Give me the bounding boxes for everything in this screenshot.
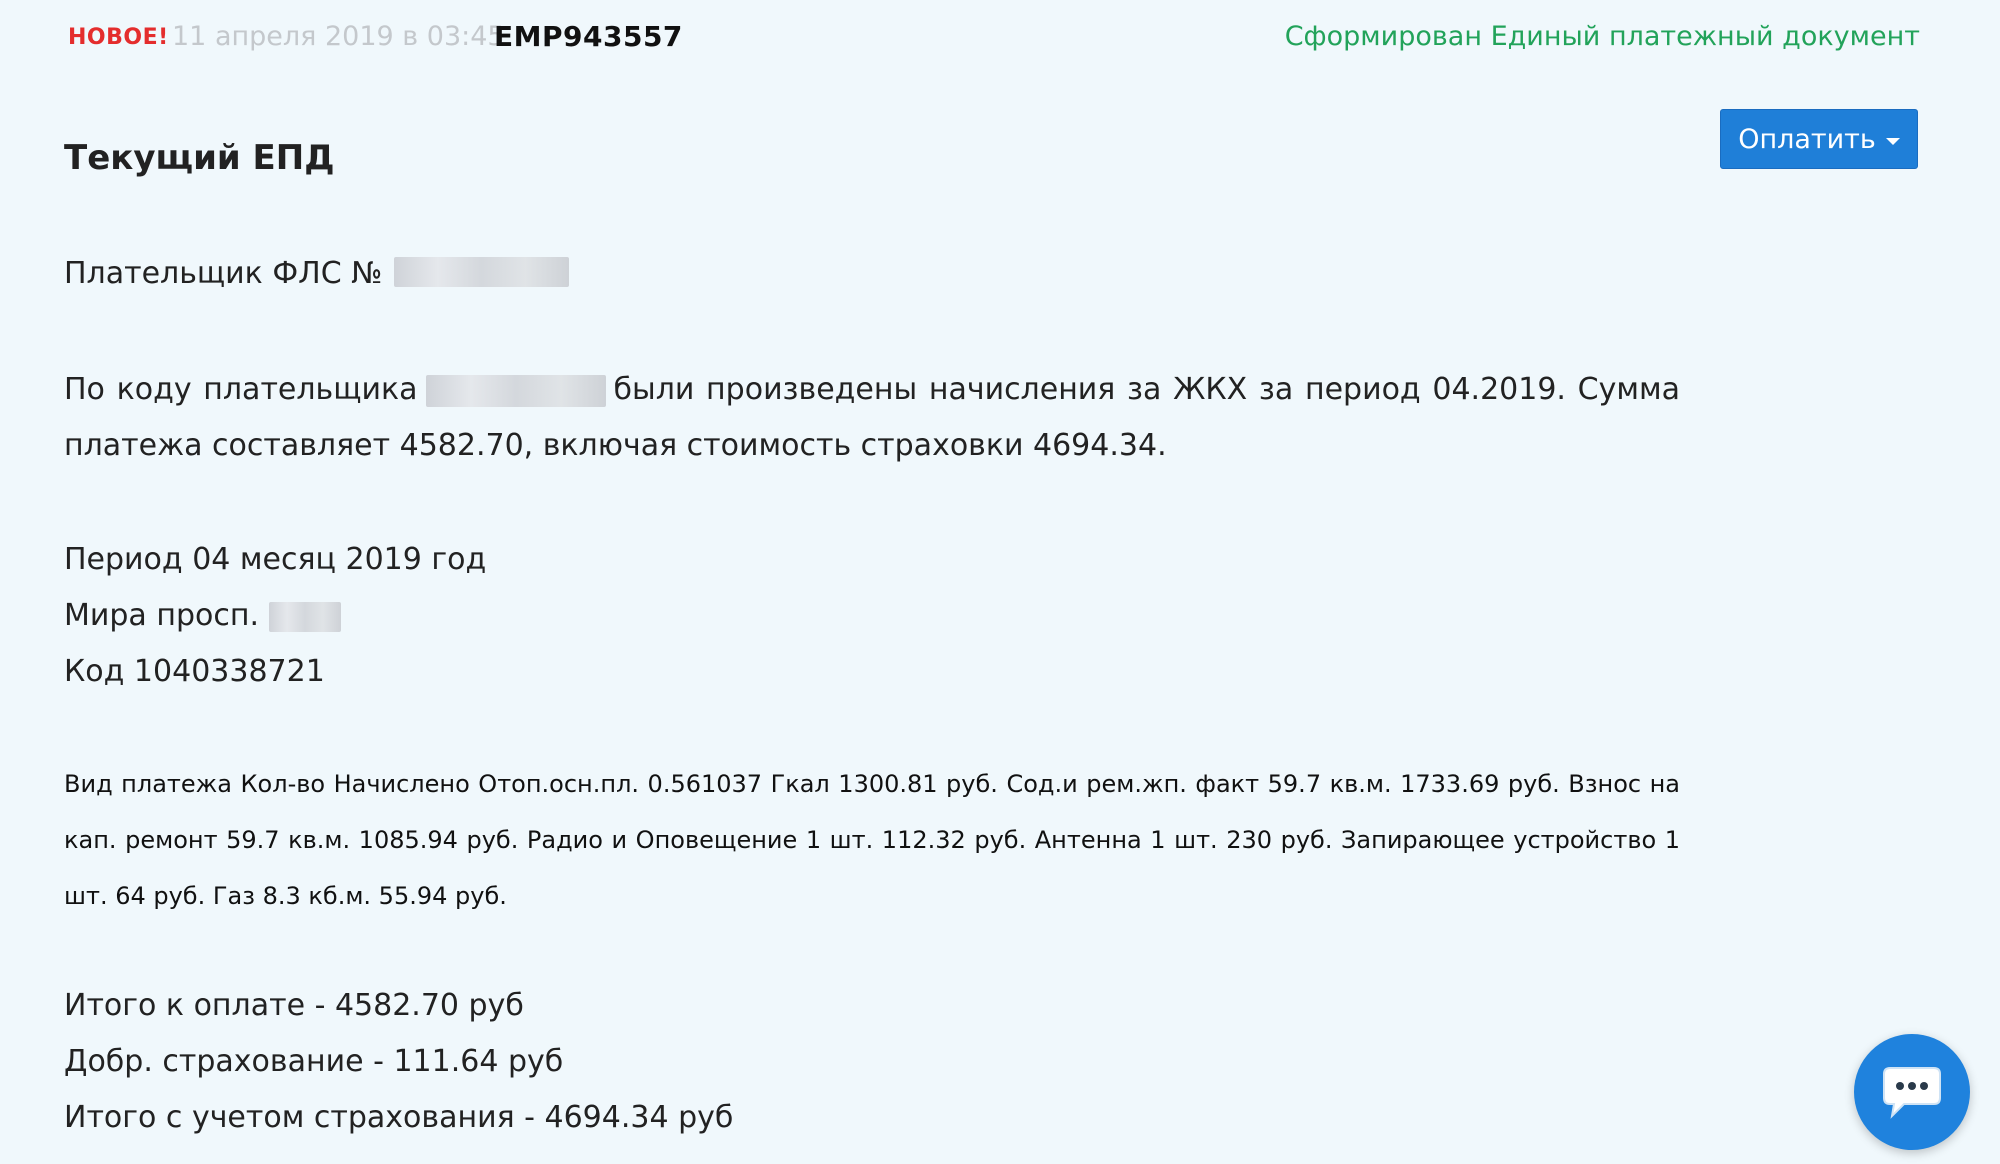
page-title: Текущий ЕПД [64,138,335,178]
pay-button-label: Оплатить [1738,123,1876,155]
period-block [64,532,486,700]
caret-down-icon [1886,138,1900,145]
address-line [64,588,486,644]
document-date: 11 апреля 2019 в 03:45 [172,21,505,52]
redacted-payer-code [426,375,606,407]
total-with-insurance-line: Итого с учетом страхования - 4694.34 руб [64,1100,734,1135]
document-id: EMP943557 [494,20,683,53]
payer-line [64,256,569,291]
totals-block [64,978,733,1146]
redacted-address [269,602,341,632]
address-text: Мира просп. [64,598,259,633]
chat-button[interactable] [1854,1034,1970,1150]
document-header [68,18,1920,58]
total-line: Итого к оплате - 4582.70 руб [64,988,524,1023]
charges-suffix: были произведены начисления за ЖКХ за период 04.2019. Сумма платежа составляет 4582.70, включая стоимость страховки 4694.34. [64,372,1680,463]
redacted-account-number [394,257,569,287]
document-status: Сформирован Единый платежный документ [1284,21,1920,52]
chat-bubble-icon [1880,1064,1944,1120]
insurance-line: Добр. страхование - 111.64 руб [64,1044,564,1079]
charges-prefix: По коду плательщика [64,372,418,407]
payment-details: Вид платежа Кол-во Начислено Отоп.осн.пл. 0.561037 Гкал 1300.81 руб. Сод.и рем.жп. факт 59.7 кв.м. 1733.69 руб. Взнос на кап. ремонт 59.7 кв.м. 1085.94 руб. Радио и Оповещение 1 шт. 112.32 руб. Антенна 1 шт. 230 руб. Запирающее устройство 1 шт. 64 руб. Газ 8.3 кб.м. 55.94 руб. [64,770,1680,910]
pay-button[interactable] [1720,109,1918,169]
payer-label: Плательщик ФЛС № [64,256,383,291]
period-line: Период 04 месяц 2019 год [64,542,487,577]
new-badge: НОВОЕ! [68,25,169,50]
charges-summary [64,362,1680,474]
code-line: Код 1040338721 [64,654,325,689]
